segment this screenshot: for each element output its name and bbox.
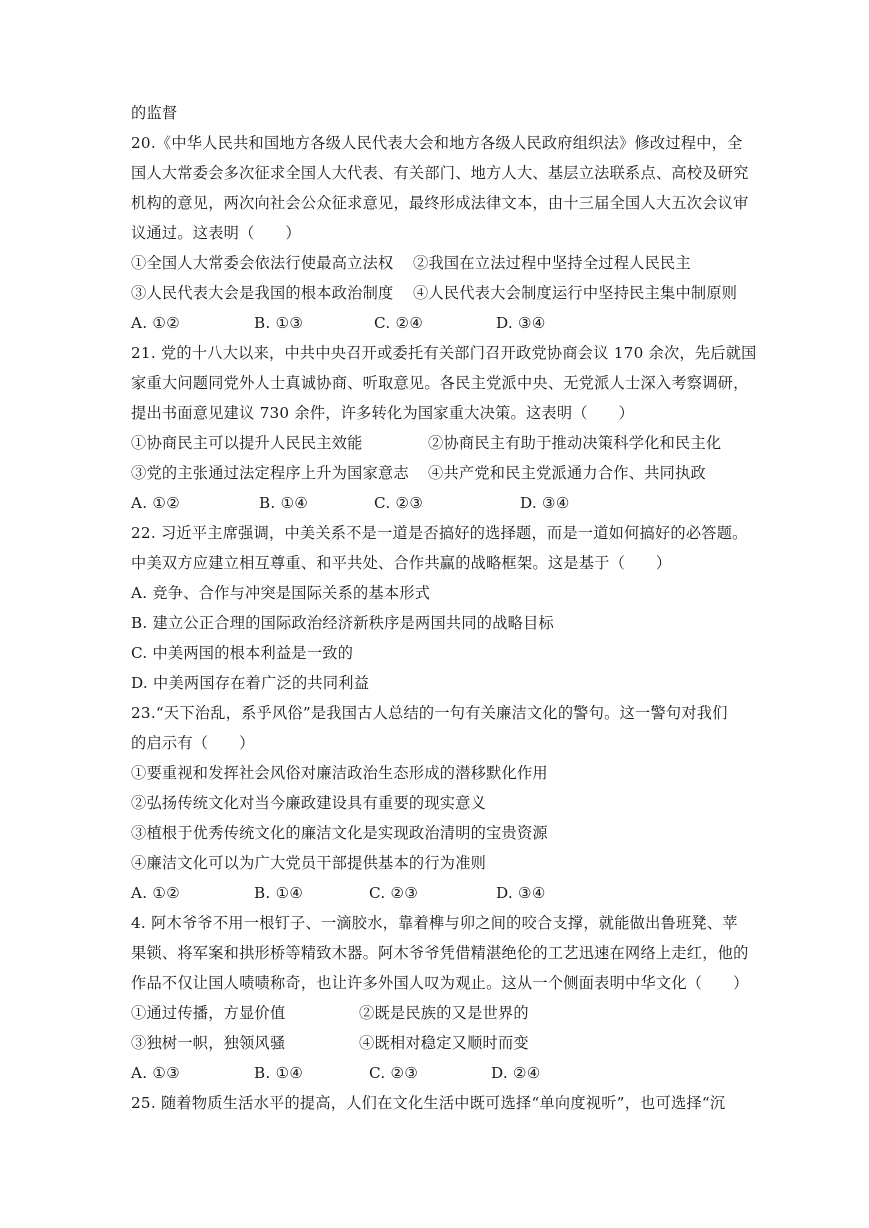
- q20-option-c: C. ②④: [374, 314, 424, 332]
- q23-item-2: ②弘扬传统文化对当今廉政建设具有重要的现实意义: [131, 794, 487, 812]
- q20-item-4: ④人民代表大会制度运行中坚持民主集中制原则: [413, 284, 738, 302]
- q22-option-d: D. 中美两国存在着广泛的共同利益: [131, 674, 370, 692]
- q21-stem-line-3: 提出书面意见建议 730 余件，许多转化为国家重大决策。这表明（ ）: [131, 404, 635, 422]
- q21-option-b: B. ①④: [259, 494, 309, 512]
- q21-item-3: ③党的主张通过法定程序上升为国家意志: [131, 464, 409, 482]
- q20-stem-line-4: 议通过。这表明（ ）: [131, 224, 301, 242]
- q21-option-a: A. ①②: [131, 494, 181, 512]
- q21-option-d: D. ③④: [520, 494, 570, 512]
- q21-option-c: C. ②③: [374, 494, 424, 512]
- q23-stem-line-1: 23.“天下治乱，系乎风俗”是我国古人总结的一句有关廉洁文化的警句。这一警句对我们: [131, 704, 728, 722]
- q23-option-d: D. ③④: [496, 884, 546, 902]
- q23-item-1: ①要重视和发挥社会风俗对廉洁政治生态形成的潜移默化作用: [131, 764, 548, 782]
- q23-stem-line-2: 的启示有（ ）: [131, 734, 255, 752]
- q23-option-c: C. ②③: [369, 884, 419, 902]
- q24-item-1: ①通过传播，方显价值: [131, 1004, 286, 1022]
- q20-item-2: ②我国在立法过程中坚持全过程人民民主: [413, 254, 691, 272]
- q20-option-a: A. ①②: [131, 314, 181, 332]
- q23-option-a: A. ①②: [131, 884, 181, 902]
- q23-item-3: ③植根于优秀传统文化的廉洁文化是实现政治清明的宝贵资源: [131, 824, 548, 842]
- q21-item-4: ④共产党和民主党派通力合作、共同执政: [428, 464, 706, 482]
- q20-item-1: ①全国人大常委会依法行使最高立法权: [131, 254, 394, 272]
- q25-stem-line-1: 25. 随着物质生活水平的提高，人们在文化生活中既可选择“单向度视听”，也可选择“沉: [131, 1094, 726, 1112]
- q21-stem-line-2: 家重大问题同党外人士真诚协商、听取意见。各民主党派中央、无党派人士深入考察调研，: [131, 374, 749, 392]
- q24-option-a: A. ①③: [131, 1064, 181, 1082]
- q22-option-a: A. 竞争、合作与冲突是国际关系的基本形式: [131, 584, 431, 602]
- q20-stem-line-1: 20.《中华人民共和国地方各级人民代表大会和地方各级人民政府组织法》修改过程中，全: [131, 134, 743, 152]
- q24-stem-line-1: 4. 阿木爷爷不用一根钉子、一滴胶水，靠着榫与卯之间的咬合支撑，就能做出鲁班凳、苹: [131, 914, 738, 932]
- q20-stem-line-3: 机构的意见，两次向社会公众征求意见，最终形成法律文本，由十三届全国人大五次会议审: [131, 194, 749, 212]
- q24-item-3: ③独树一帜，独领风骚: [131, 1034, 286, 1052]
- q24-item-2: ②既是民族的又是世界的: [359, 1004, 529, 1022]
- q22-stem-line-2: 中美双方应建立相互尊重、和平共处、合作共赢的战略框架。这是基于（ ）: [131, 554, 672, 572]
- q22-option-c: C. 中美两国的根本利益是一致的: [131, 644, 354, 662]
- q24-item-4: ④既相对稳定又顺时而变: [359, 1034, 529, 1052]
- q21-item-1: ①协商民主可以提升人民民主效能: [131, 434, 363, 452]
- q20-stem-line-2: 国人大常委会多次征求全国人大代表、有关部门、地方人大、基层立法联系点、高校及研究: [131, 164, 749, 182]
- q22-option-b: B. 建立公正合理的国际政治经济新秩序是两国共同的战略目标: [131, 614, 554, 632]
- q24-stem-line-2: 果锁、将军案和拱形桥等精致木器。阿木爷爷凭借精湛绝伦的工艺迅速在网络上走红，他的: [131, 944, 749, 962]
- q21-stem-line-1: 21. 党的十八大以来，中共中央召开或委托有关部门召开政党协商会议 170 余次，先后就国: [131, 344, 757, 362]
- q23-item-4: ④廉洁文化可以为广大党员干部提供基本的行为准则: [131, 854, 487, 872]
- q24-option-b: B. ①④: [254, 1064, 304, 1082]
- q20-option-d: D. ③④: [496, 314, 546, 332]
- q24-option-c: C. ②③: [369, 1064, 419, 1082]
- intro-text: 的监督: [131, 104, 178, 122]
- q22-stem-line-1: 22. 习近平主席强调，中美关系不是一道是否搞好的选择题，而是一道如何搞好的必答题。: [131, 524, 748, 542]
- q23-option-b: B. ①④: [254, 884, 304, 902]
- q20-item-3: ③人民代表大会是我国的根本政治制度: [131, 284, 394, 302]
- q20-option-b: B. ①③: [254, 314, 304, 332]
- q24-stem-line-3: 作品不仅让国人啧啧称奇，也让许多外国人叹为观止。这从一个侧面表明中华文化（ ）: [131, 974, 749, 992]
- q21-item-2: ②协商民主有助于推动决策科学化和民主化: [428, 434, 722, 452]
- q24-option-d: D. ②④: [491, 1064, 541, 1082]
